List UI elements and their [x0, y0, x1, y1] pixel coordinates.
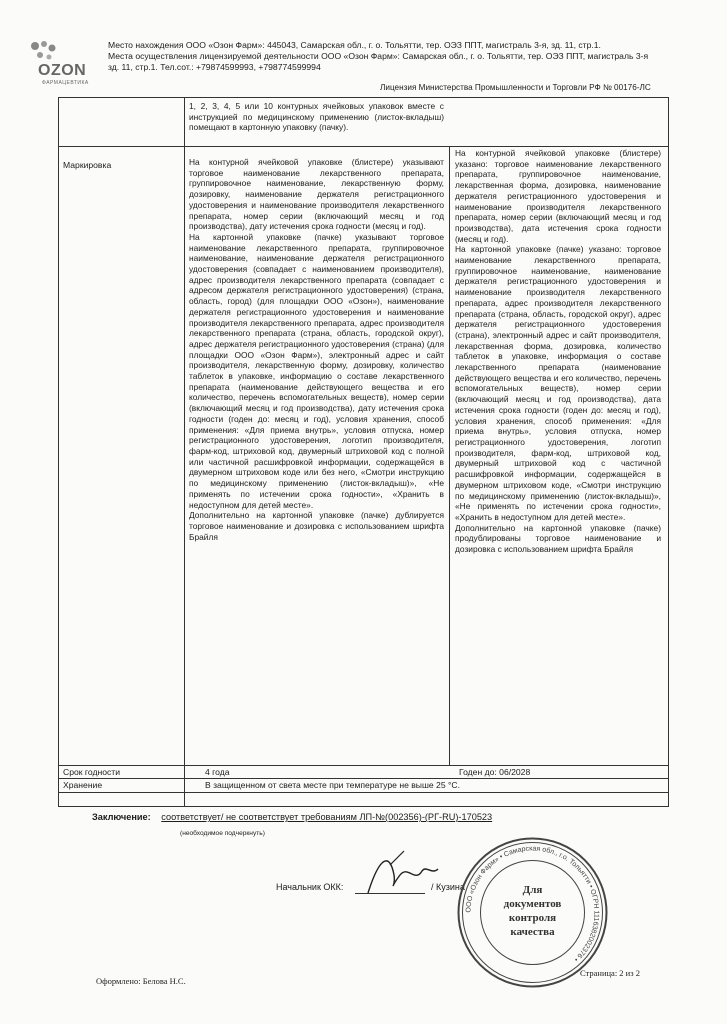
handwritten-signature [360, 845, 440, 900]
marking-actual [455, 148, 661, 555]
marking-requirements [189, 157, 444, 542]
quality-control-stamp [455, 835, 610, 990]
column-divider [449, 146, 450, 766]
spec-table [58, 97, 669, 807]
logo-dots-icon [30, 40, 70, 62]
stamp-line: документов [503, 898, 562, 910]
storage-label: Хранение [63, 780, 103, 790]
signature-line [355, 893, 425, 894]
company-logo [30, 40, 100, 90]
shelf-life-requirement: 4 года [205, 767, 230, 777]
marking-label: Маркировка [63, 160, 112, 170]
conclusion-note: (необходимое подчеркнуть) [180, 830, 265, 837]
packaging-text: 1, 2, 3, 4, 5 или 10 контурных ячейковых упаковок вместе с инструкцией по медицинскому применению (листок-вкладыш) помещают в картонную упаковку (пачку). [189, 101, 444, 133]
marking-right-braille: Дополнительно на картонной упаковке (пачке) продублированы торговое наименование и дозировка с использованием шрифта Брайля [455, 522, 661, 555]
row-divider [59, 792, 668, 793]
row-divider [59, 765, 668, 766]
prepared-by: Оформлено: Белова Н.С. [96, 976, 186, 986]
row-divider [59, 778, 668, 779]
stamp-ring-text: ООО «Озон Фарм» • Самарская обл., г.о. Тольятти • ОГРН 1116382002376 • [465, 845, 600, 963]
shelf-life-label: Срок годности [63, 767, 121, 777]
storage-value: В защищенном от света месте при температуре не выше 25 °С. [205, 780, 461, 790]
header-line: зд. 11, стр.1. Тел.сот.: +79874599993, +798774599994 [108, 62, 321, 72]
conclusion [92, 812, 492, 822]
marking-left-box: На картонной упаковке (пачке) указывают торговое наименование лекарственного препарата, группировочное наименование, наименование держателя регистрационного удостоверения (совпадает с наименованием производителя), адрес производителя лекарственного препарата (совпадает с адресом держателя регистрационного удостоверения) (страна, область, город) (для площадки ООО «Озон»), наименование держателя регистрационного удостоверения и наименование производителя лекарственного препарата, адрес производителя лекарственного препарата (страна, область, городской округ), адрес держателя регистрационного удостоверения (страна) (для площадки ООО «Озон Фарм»), электронный адрес и сайт производителя, лекарственную форму, дозировку, количество таблеток в упаковке, информацию о составе лекарственного препарата (наименование действующего вещества и его количество, перечень вспомогательных веществ), номер серии (включающий месяц и год производства), дату истечения срока годности (годен до: месяц и год), условия хранения, способ применения: «Для приема внутрь», условия отпуска, номер регистрационного удостоверения, логотип производителя, фарм-код, штриховой код, двумерный штриховой код с полной или частичной расшифровкой информации, содержащейся в двумерном штриховом коде или без него, «Смотри инструкцию по медицинскому применению (листок-вкладыш)», «Не применять по истечении срока годности», «Хранить в недоступном для детей месте». [189, 231, 444, 510]
header-line: Место нахождения ООО «Озон Фарм»: 445043, Самарская обл., г. о. Тольятти, тер. ОЭЗ ППТ, магистраль 3-я, зд. 11, стр.1. [108, 40, 601, 50]
stamp-line: качества [510, 926, 555, 938]
shelf-life-actual: Годен до: 06/2028 [459, 767, 531, 777]
signature-label: Начальник ОКК: [276, 882, 344, 892]
page-number: Страница: 2 из 2 [580, 968, 640, 978]
stamp-line: Для [522, 884, 543, 896]
stamp-line: контроля [508, 912, 557, 924]
marking-right-box: На картонной упаковке (пачке) указано: торговое наименование лекарственного препарата, группировочное наименование, наименование держателя регистрационного удостоверения и наименование производителя лекарственного препарата, адрес производителя лекарственного препарата (страна, область, городской округ), адрес держателя регистрационного удостоверения (страна), электронный адрес и сайт производителя, лекарственная форма, дозировка, количество таблеток в упаковке, информация о составе лекарственного препарата (наименование действующего вещества и его количество, перечень вспомогательных веществ), номер серии (включающий месяц и год производства), дата истечения срока годности (годен до: месяц и год), условия хранения, способ применения: «Для приема внутрь», условия отпуска, номер регистрационного удостоверения, логотип производителя, фарм-код, штриховой код, двумерный штриховой код с частичной расшифровкой информации, содержащейся в двумерном штриховом коде, «Смотри инструкцию по медицинскому применению (листок-вкладыш)», «Не применять по истечении срока годности», «Хранить в недоступном для детей месте». [455, 244, 661, 522]
header-line: Места осуществления лицензируемой деятельности ООО «Озон Фарм»: Самарская обл., г. о. Тольятти, тер. ОЭЗ ППТ, магистраль 3-я [108, 51, 649, 61]
conclusion-text: соответствует/ не соответствует требованиям ЛП-№(002356)-(РГ-RU)-170523 [161, 812, 493, 822]
row-divider [59, 146, 668, 147]
logo-text: OZON [38, 62, 87, 79]
marking-left-braille: Дополнительно на картонной упаковке (пачке) дублируется торговое наименование и дозировка с использованием шрифта Брайля [189, 510, 444, 542]
logo-subtitle: ФАРМАЦЕВТИКА [42, 80, 89, 86]
column-divider [184, 98, 185, 806]
conclusion-label: Заключение: [92, 812, 151, 822]
license-line: Лицензия Министерства Промышленности и Торговли РФ № 00176-ЛС [380, 83, 651, 92]
marking-left-blister: На контурной ячейковой упаковке (блистере) указывают торговое наименование лекарственного препарата, группировочное наименование, лекарственную форму, дозировку, наименование держателя регистрационного удостоверения и наименование производителя лекарственного препарата, номер серии (включающий месяц и год производства), дату истечения срока годности (месяц и год). [189, 157, 444, 232]
signer-name: / Кузина [431, 882, 465, 892]
company-header [108, 40, 668, 73]
marking-right-blister: На контурной ячейковой упаковке (блистере) указано: торговое наименование лекарственного препарата, группировочное наименование, лекарственная форма, дозировка, наименование держателя регистрационного удостоверения и наименование производителя лекарственного препарата, номер серии (включающий месяц и год производства), дата истечения срока годности (месяц и год). [455, 148, 661, 244]
